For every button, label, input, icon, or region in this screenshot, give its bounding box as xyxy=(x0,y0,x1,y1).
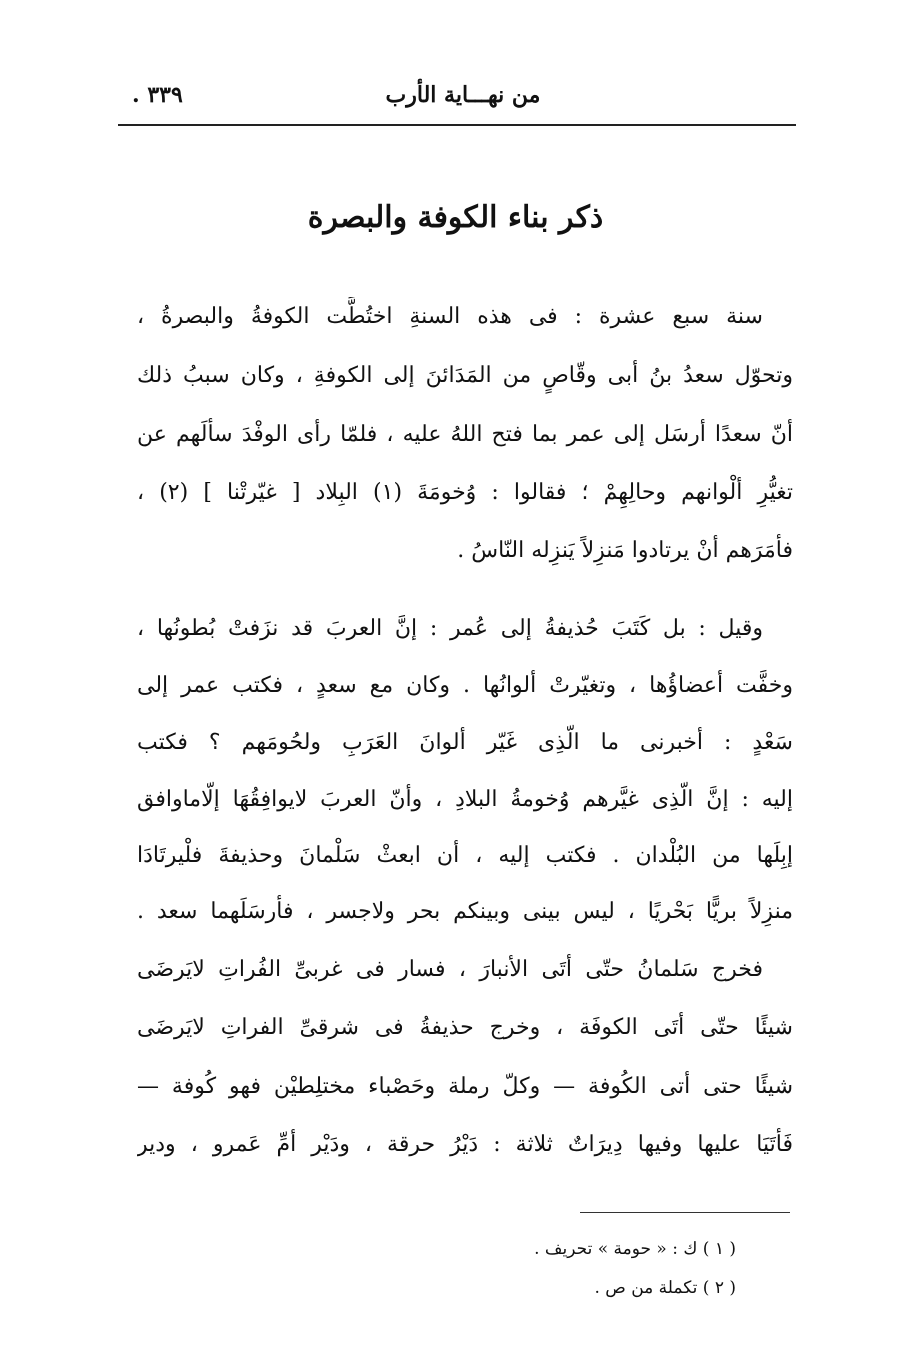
running-title: من نهـــاية الأرب xyxy=(385,82,541,108)
text-line: وقيل : بل كَتَبَ حُذيفةُ إلى عُمر : إنَّ العربَ قد نزَفتْ بُطونُها ، xyxy=(137,616,763,641)
page-number: ٣٣٩ . xyxy=(132,82,183,108)
text-line: تغيُّرِ ألْوانهم وحالِهِمْ ؛ فقالوا : وُخومَةَ (١) البِلاد [ غيّرتْنا ] (٢) ، xyxy=(137,480,793,505)
footnote: ( ٢ ) تكملة من ص . xyxy=(594,1278,736,1298)
footnote-rule xyxy=(580,1212,790,1213)
section-title: ذكر بناء الكوفة والبصرة xyxy=(307,200,604,235)
text-line: إليه : إنَّ الّذِى غيَّرهم وُخومةُ البلادِ ، وأنّ العربَ لايوافِقُهَا إلّاماوافق xyxy=(137,787,793,812)
text-line: أنّ سعدًا أرسَل إلى عمر بما فتح اللهُ عليه ، فلمّا رأى الوفْدَ سألَهم عن xyxy=(137,422,793,447)
text-line: فأمَرَهم أنْ يرتادوا مَنزِلاً يَنزِله النّاسُ . xyxy=(457,538,793,563)
running-header xyxy=(132,78,794,118)
text-line: شيئًا حتّى أتَى الكوفَة ، وخرج حذيفةُ فى شرقىِّ الفراتِ لايَرضَى xyxy=(137,1015,793,1040)
text-line: إبِلَها من البُلْدان . فكتب إليه ، أن ابعثْ سَلْمانَ وحذيفةَ فلْيرتَادَا xyxy=(137,843,793,868)
text-line: فَأتَيَا عليها وفيها دِيرَاتٌ ثلاثة : دَيْرُ حرقة ، ودَيْر أمِّ عَمرو ، ودير xyxy=(137,1132,793,1157)
text-line: شيئًا حتى أتى الكُوفة — وكلّ رملة وحَصْباء مختلِطيْن فهو كُوفة — xyxy=(137,1074,793,1099)
footnote: ( ١ ) ك : « حومة » تحريف . xyxy=(534,1239,736,1259)
text-line: وتحوّل سعدُ بنُ أبى وقّاصٍ من المَدَائنَ إلى الكوفةِ ، وكان سببُ ذلك xyxy=(137,363,793,388)
text-line: وخفَّت أعضاؤُها ، وتغيّرتْ ألوانُها . وكان مع سعدٍ ، فكتب عمر إلى xyxy=(137,673,793,698)
text-line: سَعْدٍ : أخبرنى ما الّذِى غَيّر ألوانَ العَرَبِ ولحُومَهم ؟ فكتب xyxy=(137,730,793,755)
text-line: فخرج سَلمانُ حتّى أتَى الأنبارَ ، فسار فى غربىِّ الفُراتِ لايَرضَى xyxy=(137,957,763,982)
text-line: سنة سبع عشرة : فى هذه السنةِ اختُطَّت الكوفةُ والبصرةُ ، xyxy=(137,304,763,329)
text-line: منزِلاً بريًّا بَحْريًا ، ليس بينى وبينكم بحر ولاجسر ، فأرسَلَهما سعد . xyxy=(137,899,793,924)
header-rule xyxy=(118,124,796,126)
